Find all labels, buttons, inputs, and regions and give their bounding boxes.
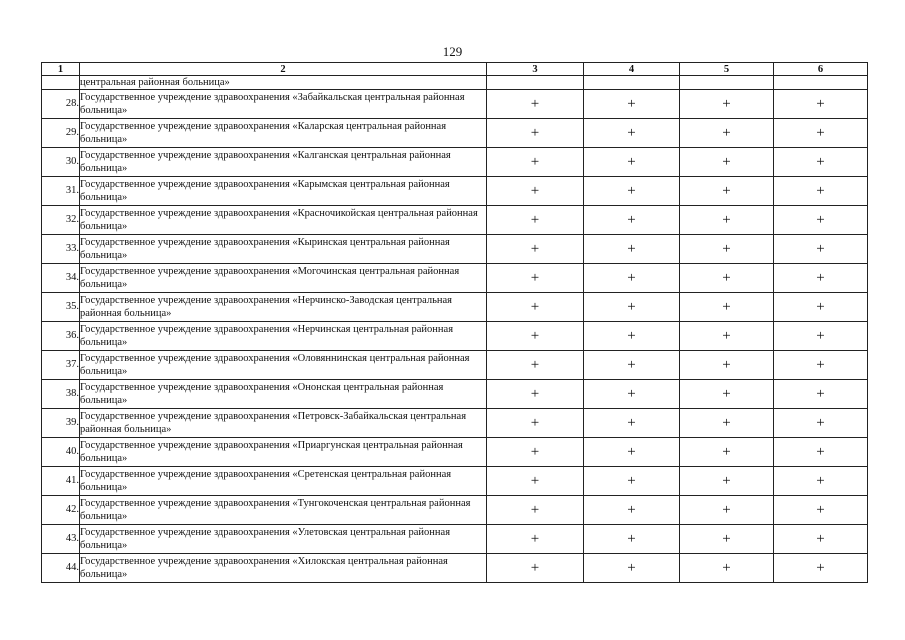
- col-4-mark: +: [584, 525, 680, 554]
- facility-name: Государственное учреждение здравоохранения «Карымская центральная районная больница»: [80, 177, 487, 206]
- header-row: [42, 63, 868, 76]
- row-number: 35.: [42, 293, 80, 322]
- col-5-mark: +: [680, 293, 774, 322]
- header-col-6: 6: [774, 63, 868, 76]
- facility-name: Государственное учреждение здравоохранения «Оловяннинская центральная районная больница»: [80, 351, 487, 380]
- table-row: [42, 206, 868, 235]
- table-body: [42, 76, 868, 583]
- facility-name: Государственное учреждение здравоохранения «Забайкальская центральная районная больница»: [80, 90, 487, 119]
- col-6-mark: +: [774, 438, 868, 467]
- continuation-c3: [487, 76, 584, 90]
- facility-name: Государственное учреждение здравоохранения «Тунгокоченская центральная районная больница»: [80, 496, 487, 525]
- col-4-mark: +: [584, 90, 680, 119]
- col-6-mark: +: [774, 264, 868, 293]
- col-3-mark: +: [487, 148, 584, 177]
- table-header: [42, 63, 868, 76]
- col-6-mark: +: [774, 206, 868, 235]
- col-4-mark: +: [584, 148, 680, 177]
- facility-name: Государственное учреждение здравоохранения «Могочинская центральная районная больница»: [80, 264, 487, 293]
- col-6-mark: +: [774, 177, 868, 206]
- col-5-mark: +: [680, 177, 774, 206]
- col-5-mark: +: [680, 206, 774, 235]
- col-3-mark: +: [487, 235, 584, 264]
- col-6-mark: +: [774, 409, 868, 438]
- col-5-mark: +: [680, 525, 774, 554]
- table-row: [42, 235, 868, 264]
- row-number: 36.: [42, 322, 80, 351]
- col-6-mark: +: [774, 467, 868, 496]
- col-4-mark: +: [584, 264, 680, 293]
- continuation-c5: [680, 76, 774, 90]
- table-row: [42, 351, 868, 380]
- table-row: [42, 322, 868, 351]
- col-3-mark: +: [487, 90, 584, 119]
- col-3-mark: +: [487, 206, 584, 235]
- col-3-mark: +: [487, 351, 584, 380]
- col-5-mark: +: [680, 380, 774, 409]
- row-number: 41.: [42, 467, 80, 496]
- col-3-mark: +: [487, 119, 584, 148]
- facility-name: Государственное учреждение здравоохранения «Хилокская центральная районная больница»: [80, 554, 487, 583]
- col-5-mark: +: [680, 351, 774, 380]
- col-4-mark: +: [584, 467, 680, 496]
- header-col-3: 3: [487, 63, 584, 76]
- row-number: 44.: [42, 554, 80, 583]
- header-col-2: 2: [80, 63, 487, 76]
- col-4-mark: +: [584, 322, 680, 351]
- col-3-mark: +: [487, 177, 584, 206]
- col-3-mark: +: [487, 293, 584, 322]
- facility-name: Государственное учреждение здравоохранения «Красночикойская центральная районная больница»: [80, 206, 487, 235]
- facility-name: Государственное учреждение здравоохранения «Калганская центральная районная больница»: [80, 148, 487, 177]
- col-3-mark: +: [487, 264, 584, 293]
- table-row: [42, 554, 868, 583]
- row-number: 34.: [42, 264, 80, 293]
- col-4-mark: +: [584, 119, 680, 148]
- col-4-mark: +: [584, 409, 680, 438]
- col-6-mark: +: [774, 119, 868, 148]
- col-6-mark: +: [774, 90, 868, 119]
- col-6-mark: +: [774, 148, 868, 177]
- col-6-mark: +: [774, 380, 868, 409]
- facility-name: Государственное учреждение здравоохранения «Каларская центральная районная больница»: [80, 119, 487, 148]
- row-number: 28.: [42, 90, 80, 119]
- col-3-mark: +: [487, 467, 584, 496]
- col-3-mark: +: [487, 380, 584, 409]
- continuation-c4: [584, 76, 680, 90]
- facility-name: Государственное учреждение здравоохранения «Кыринская центральная районная больница»: [80, 235, 487, 264]
- facility-name: Государственное учреждение здравоохранения «Петровск-Забайкальская центральная районная больница»: [80, 409, 487, 438]
- table-row: [42, 496, 868, 525]
- col-4-mark: +: [584, 438, 680, 467]
- header-col-4: 4: [584, 63, 680, 76]
- facility-name: Государственное учреждение здравоохранения «Сретенская центральная районная больница»: [80, 467, 487, 496]
- row-number: 30.: [42, 148, 80, 177]
- col-5-mark: +: [680, 90, 774, 119]
- row-number: 29.: [42, 119, 80, 148]
- row-number: 39.: [42, 409, 80, 438]
- row-number: 40.: [42, 438, 80, 467]
- continuation-row: [42, 76, 868, 90]
- facility-name: Государственное учреждение здравоохранения «Улетовская центральная районная больница»: [80, 525, 487, 554]
- col-5-mark: +: [680, 264, 774, 293]
- col-5-mark: +: [680, 322, 774, 351]
- col-6-mark: +: [774, 525, 868, 554]
- table-row: [42, 90, 868, 119]
- col-5-mark: +: [680, 235, 774, 264]
- facility-name: Государственное учреждение здравоохранения «Приаргунская центральная районная больница»: [80, 438, 487, 467]
- continuation-num: [42, 76, 80, 90]
- header-col-5: 5: [680, 63, 774, 76]
- col-5-mark: +: [680, 438, 774, 467]
- col-5-mark: +: [680, 496, 774, 525]
- row-number: 42.: [42, 496, 80, 525]
- facility-name: Государственное учреждение здравоохранения «Нерчинская центральная районная больница»: [80, 322, 487, 351]
- col-4-mark: +: [584, 351, 680, 380]
- col-5-mark: +: [680, 148, 774, 177]
- row-number: 43.: [42, 525, 80, 554]
- col-4-mark: +: [584, 380, 680, 409]
- table-row: [42, 525, 868, 554]
- col-4-mark: +: [584, 177, 680, 206]
- table-row: [42, 380, 868, 409]
- col-3-mark: +: [487, 322, 584, 351]
- facility-name: Государственное учреждение здравоохранения «Нерчинско-Заводская центральная районная больница»: [80, 293, 487, 322]
- row-number: 31.: [42, 177, 80, 206]
- col-5-mark: +: [680, 554, 774, 583]
- col-6-mark: +: [774, 496, 868, 525]
- col-5-mark: +: [680, 409, 774, 438]
- page-number: 129: [442, 44, 463, 59]
- row-number: 38.: [42, 380, 80, 409]
- col-6-mark: +: [774, 554, 868, 583]
- col-3-mark: +: [487, 438, 584, 467]
- row-number: 33.: [42, 235, 80, 264]
- col-5-mark: +: [680, 467, 774, 496]
- header-col-1: 1: [42, 63, 80, 76]
- continuation-c6: [774, 76, 868, 90]
- table-row: [42, 467, 868, 496]
- table-row: [42, 148, 868, 177]
- row-number: 32.: [42, 206, 80, 235]
- col-6-mark: +: [774, 351, 868, 380]
- col-4-mark: +: [584, 235, 680, 264]
- col-4-mark: +: [584, 496, 680, 525]
- col-4-mark: +: [584, 554, 680, 583]
- col-4-mark: +: [584, 293, 680, 322]
- table-row: [42, 264, 868, 293]
- col-6-mark: +: [774, 293, 868, 322]
- facility-name: Государственное учреждение здравоохранения «Ононская центральная районная больница»: [80, 380, 487, 409]
- col-4-mark: +: [584, 206, 680, 235]
- table-row: [42, 293, 868, 322]
- col-3-mark: +: [487, 496, 584, 525]
- col-5-mark: +: [680, 119, 774, 148]
- col-3-mark: +: [487, 554, 584, 583]
- table-row: [42, 409, 868, 438]
- table-row: [42, 177, 868, 206]
- col-3-mark: +: [487, 525, 584, 554]
- continuation-text: центральная районная больница»: [80, 76, 487, 90]
- col-6-mark: +: [774, 235, 868, 264]
- col-6-mark: +: [774, 322, 868, 351]
- row-number: 37.: [42, 351, 80, 380]
- table-row: [42, 119, 868, 148]
- col-3-mark: +: [487, 409, 584, 438]
- table-row: [42, 438, 868, 467]
- facilities-table: [41, 62, 868, 583]
